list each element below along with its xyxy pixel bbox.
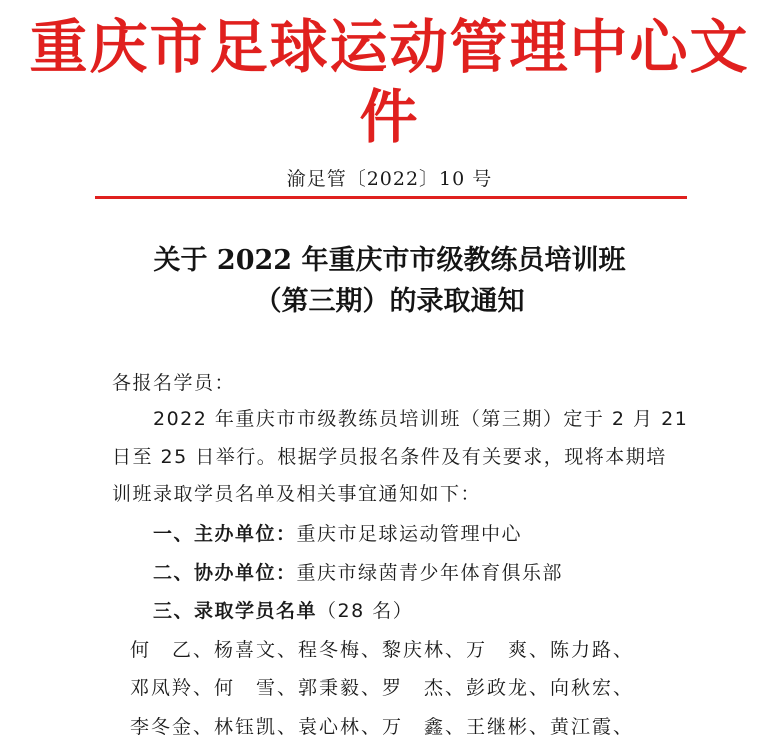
section-co-organizer (153, 559, 563, 587)
section-organizer (153, 520, 522, 548)
red-divider-line (95, 196, 687, 199)
name-row-2: 邓凤羚、何 雪、郭秉毅、罗 杰、彭政龙、向秋宏、 (130, 677, 635, 699)
section-admitted-list (153, 597, 413, 625)
section-organizer-value: 重庆市足球运动管理中心 (296, 523, 523, 545)
section-co-organizer-label: 二、协办单位： (153, 562, 297, 584)
document-header-title: 重庆市足球运动管理中心文件 (29, 13, 750, 151)
section-co-organizer-value: 重庆市绿茵青少年体育俱乐部 (296, 562, 564, 584)
paragraph-line-2: 日至 25 日举行。根据学员报名条件及有关要求，现将本期培 (112, 446, 667, 468)
section-admitted-list-count: （28 名） (317, 600, 414, 622)
salutation: 各报名学员： (112, 372, 236, 394)
paragraph-line-1: 2022 年重庆市市级教练员培训班（第三期）定于 2 月 21 (153, 408, 689, 430)
document-number: 渝足管〔2022〕10 号 (286, 168, 493, 190)
name-row-3: 李冬金、林钰凯、袁心林、万 鑫、王继彬、黄江霞、 (130, 716, 635, 738)
paragraph-line-3: 训班录取学员名单及相关事宜通知如下： (112, 483, 482, 505)
name-row-1: 何 乙、杨喜文、程冬梅、黎庆林、万 爽、陈力路、 (130, 639, 635, 661)
notice-title-line-1: 关于 2022 年重庆市市级教练员培训班 (153, 245, 626, 276)
section-organizer-label: 一、主办单位： (153, 523, 297, 545)
section-admitted-list-label: 三、录取学员名单 (153, 600, 318, 622)
notice-title-line-2: （第三期）的录取通知 (254, 286, 525, 317)
